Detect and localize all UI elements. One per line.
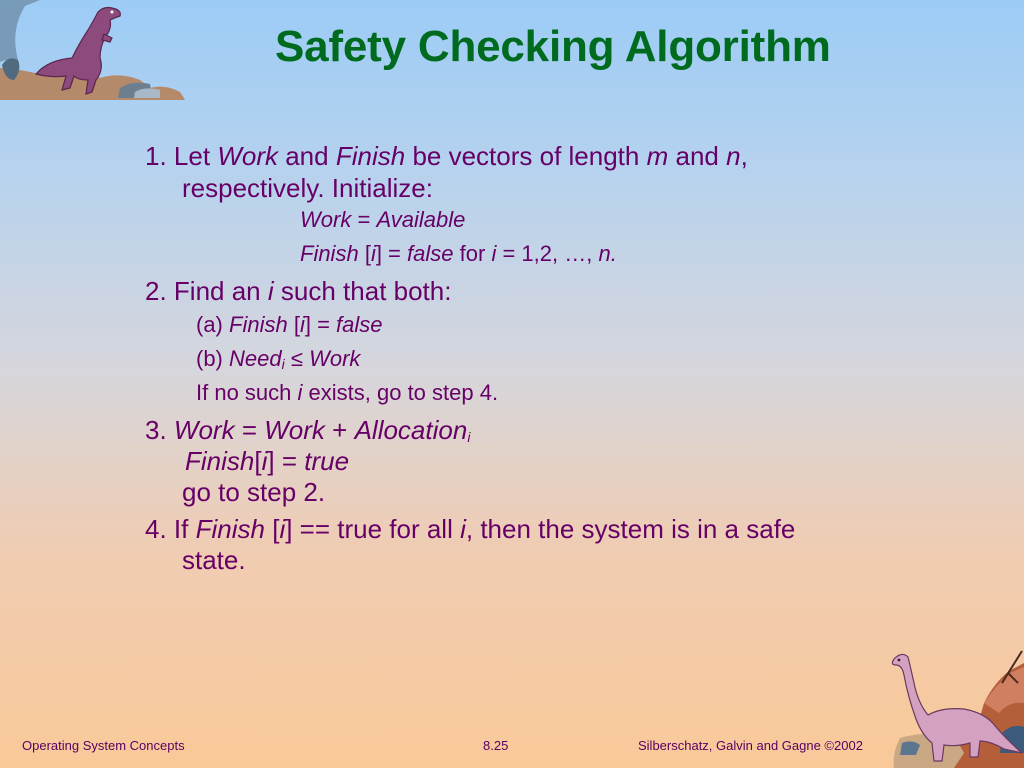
step-1-number: 1.	[145, 141, 167, 171]
step-4-number: 4.	[145, 514, 167, 544]
slide-title: Safety Checking Algorithm	[275, 22, 831, 71]
step-4-line: 4. If Finish [i] == true for all i, then the system is in a safe	[145, 514, 796, 544]
step-3-finish-line: Finish[i] = true	[185, 446, 350, 476]
step-2a-line: (a) Finish [i] = false	[196, 312, 383, 337]
init-work-line: Work = Available	[300, 207, 466, 232]
step-3-line: 3. Work = Work + Allocation$_i$	[145, 415, 471, 445]
step-3-goto-line: go to step 2.	[182, 477, 326, 507]
footer-page-number: 8.25	[483, 738, 509, 753]
footer-copyright: Silberschatz, Galvin and Gagne ©2002	[638, 738, 863, 753]
step-2-line: 2. Find an i such that both:	[145, 276, 452, 306]
step-1-line: 1. Let Work and Finish be vectors of length m and n,	[145, 141, 748, 171]
step-1-continuation: respectively. Initialize:	[182, 173, 433, 203]
step-4-continuation: state.	[182, 545, 246, 575]
step-2-nosuch-line: If no such i exists, go to step 4.	[196, 380, 499, 405]
step-3-number: 3.	[145, 415, 167, 445]
step-2-number: 2.	[145, 276, 167, 306]
init-finish-line: Finish [i] = false for i = 1,2, …, n.	[300, 241, 617, 266]
step-2b-line: (b) Need$_i$ ≤ Work	[196, 346, 361, 372]
footer-course-title: Operating System Concepts	[22, 738, 185, 753]
